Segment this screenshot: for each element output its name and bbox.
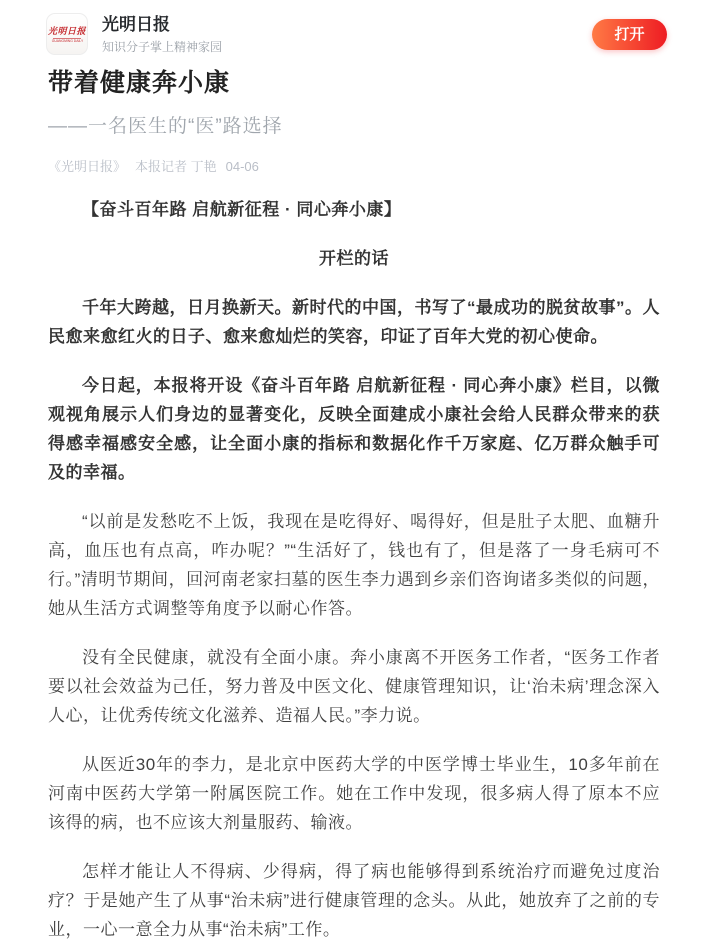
paragraph: 今日起，本报将开设《奋斗百年路 启航新征程 · 同心奔小康》栏目，以微观视角展示人们身边的显著变化，反映全面建成小康社会给人民群众带来的获得感幸福感安全感，让全面小康的指标和数据化作千万家庭、亿万群众触手可及的幸福。 [48, 376, 660, 482]
article-subtitle: ——一名医生的“医”路选择 [48, 116, 283, 137]
guangming-daily-logo-icon [46, 13, 88, 55]
logo-chinese-text: 光明日报 [47, 25, 86, 36]
paragraph-section-heading: 开栏的话 [319, 249, 389, 268]
article-title: 带着健康奔小康 [48, 69, 231, 97]
byline-date: 04-06 [225, 159, 259, 174]
paragraph: “以前是发愁吃不上饭，我现在是吃得好、喝得好，但是肚子太肥、血糖升高，血压也有点高，咋办呢？”“生活好了，钱也有了，但是落了一身毛病可不行。”清明节期间，回河南老家扫墓的医生李力遇到乡亲们咨询诸多类似的问题，她从生活方式调整等角度予以耐心作答。 [48, 512, 660, 618]
open-app-button[interactable]: 打开 [592, 19, 667, 50]
app-info [102, 15, 592, 54]
app-header [0, 0, 708, 55]
logo-english-text: GUANGMING DAILY [51, 38, 83, 43]
byline-reporter: 本报记者 丁艳 [135, 159, 217, 174]
paragraph: 怎样才能让人不得病、少得病，得了病也能够得到系统治疗而避免过度治疗？于是她产生了从事“治未病”进行健康管理的念头。从此，她放弃了之前的专业，一心一意全力从事“治未病”工作。 [48, 862, 660, 939]
article-body [48, 195, 660, 944]
article [0, 67, 708, 952]
paragraph: 千年大跨越，日月换新天。新时代的中国，书写了“最成功的脱贫故事”。人民愈来愈红火的日子、愈来愈灿烂的笑容，印证了百年大党的初心使命。 [48, 298, 660, 346]
app-title: 光明日报 [102, 14, 170, 34]
paragraph: 从医近30年的李力，是北京中医药大学的中医学博士毕业生，10多年前在河南中医药大学第一附属医院工作。她在工作中发现，很多病人得了原本不应该得的病，也不应该大剂量服药、输液。 [48, 755, 660, 832]
paragraph-column-tag: 【奋斗百年路 启航新征程 · 同心奔小康】 [82, 200, 402, 219]
byline-source: 《光明日报》 [48, 159, 127, 174]
byline [48, 159, 660, 175]
app-tagline: 知识分子掌上精神家园 [102, 39, 223, 54]
paragraph: 没有全民健康，就没有全面小康。奔小康离不开医务工作者，“医务工作者要以社会效益为己任，努力普及中医文化、健康管理知识，让‘治未病’理念深入人心，让优秀传统文化滋养、造福人民。”李力说。 [48, 648, 660, 725]
